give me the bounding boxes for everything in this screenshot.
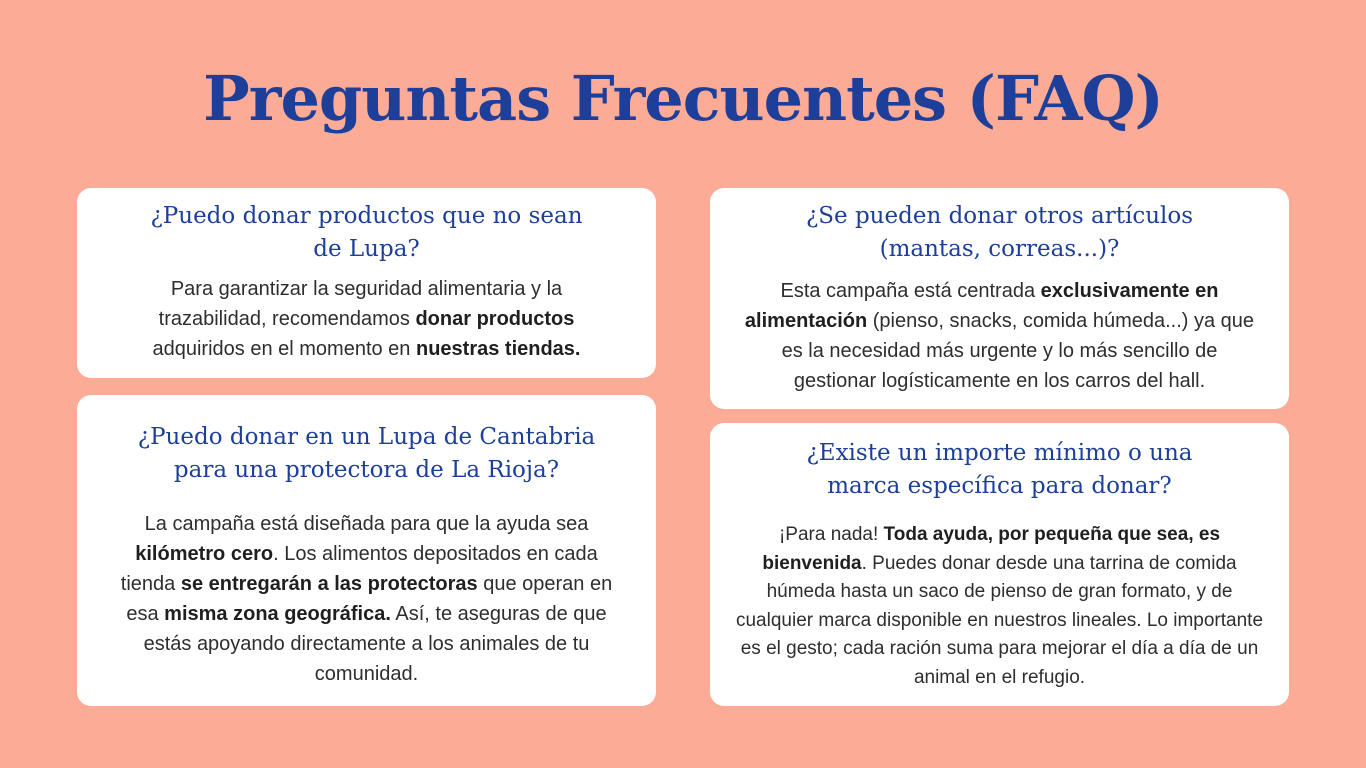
faq-answer [727,521,1272,692]
faq-card-donar-otros-productos [77,188,656,378]
faq-card-importe-minimo [710,423,1289,706]
faq-card-otra-comunidad [77,395,656,706]
faq-answer-text: Esta campaña está centrada [780,280,1041,302]
faq-answer-bold: Toda ayuda, por pequeña que sea, es bienvenida [762,524,1221,574]
faq-answer-bold: kilómetro cero [135,543,274,565]
faq-answer-text: Para garantizar la seguridad alimentaria y la trazabilidad, recomendamos [158,278,563,330]
faq-answer-text: . Puedes donar desde una tarrina de comida húmeda hasta un saco de pienso de gran formato, y de cualquier marca disponible en nuestros lineales. Lo importante es el gesto; cada ración suma para mejorar el día a día de un animal en el refugio. [735,552,1264,688]
faq-answer [107,509,627,689]
faq-question: ¿Puedo donar en un Lupa de Cantabria para una protectora de La Rioja? [137,424,596,483]
faq-answer-bold: se entregarán a las protectoras [180,573,478,595]
faq-answer-text: (pienso, snacks, comida húmeda...) ya que es la necesidad más urgente y lo más sencillo de gestionar logísticamente en los carros del hall. [781,310,1255,392]
faq-answer-text: La campaña está diseñada para que la ayuda sea [144,513,589,535]
faq-answer-text: . Los alimentos depositados en cada tienda [120,543,598,595]
faq-answer [117,274,617,364]
faq-answer-bold: exclusivamente en alimentación [744,280,1219,332]
faq-answer-text: que operan en esa [126,573,613,625]
faq-question: ¿Se pueden donar otros artículos (mantas, correas...)? [805,203,1194,262]
faq-answer [740,276,1260,396]
faq-question: ¿Puedo donar productos que no sean de Lupa? [150,203,583,262]
faq-card-otros-articulos [710,188,1289,409]
faq-answer-text: Así, te aseguras de que estás apoyando directamente a los animales de tu comunidad. [143,603,607,685]
faq-answer-bold: misma zona geográfica. [164,603,391,625]
faq-answer-text: ¡Para nada! [778,524,884,545]
faq-answer-bold: donar productos [415,308,575,330]
faq-answer-bold: nuestras tiendas. [415,338,581,360]
faq-answer-text: adquiridos en el momento en [152,338,416,360]
faq-question: ¿Existe un importe mínimo o una marca específica para donar? [806,440,1193,499]
page-title: Preguntas Frecuentes (FAQ) [203,62,1163,135]
